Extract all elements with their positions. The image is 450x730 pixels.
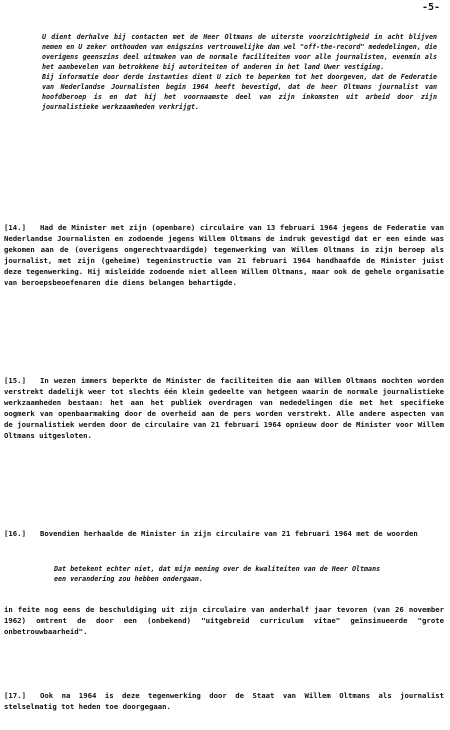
paragraph-number: [16.] <box>4 529 26 538</box>
paragraph-text: In wezen immers beperkte de Minister de faciliteiten die aan Willem Oltmans mochten worden verstrekt dadelijk weer tot slechts één klein gedeelte van hetgeen waarin de normale journalistieke werkzaamheden bestaan: het aan het publiek overdragen van mededelingen die met het specifieke oogmerk van openbaarmaking door de overheid aan de pers worden verstrekt. Alle andere aspecten van de journalistiek werden door de circulaire van 21 februari 1964 opnieuw door de Minister voor Willem Oltmans uitgesloten. <box>4 376 444 441</box>
paragraph-17 <box>4 690 444 712</box>
paragraph-number: [17.] <box>4 691 26 700</box>
paragraph-16 <box>4 528 444 539</box>
opening-quote <box>42 32 437 112</box>
page-number: -5- <box>421 2 440 13</box>
quote-paragraph-1: U dient derhalve bij contacten met de Heer Oltmans de uiterste voorzichtigheid in acht blijven nemen en U zeker onthouden van enigszins vertrouwelijke dan wel "off-the-record" mededelingen, die overigens geenszins deel uitmaken van de normale faciliteiten voor alle journalisten, evenmin als het aanbevelen van betrokkene bij autoriteiten of anderen in het land Uwer vestiging. <box>42 33 437 71</box>
paragraph-number: [14.] <box>4 223 26 232</box>
paragraph-number: [15.] <box>4 376 26 385</box>
paragraph-14 <box>4 222 444 289</box>
quote-paragraph-2: Bij informatie door derde instanties dient U zich te beperken tot het doorgeven, dat de Federatie van Nederlandse Journalisten begin 1964 heeft bevestigd, dat de heer Oltmans journalist van hoofdberoep is en dat hij het voornaamste deel van zijn inkomsten uit arbeid door zijn journalistieke werkzaamheden verkrijgt. <box>42 73 437 111</box>
paragraph-text: Had de Minister met zijn (openbare) circulaire van 13 februari 1964 jegens de Federatie van Nederlandse Journalisten en zodoende jegens Willem Oltmans de indruk gevestigd dat er een einde was gekomen aan de (overigens ongerechtvaardigde) tegenwerking van Willem Oltmans in zijn beroep als journalist, met zijn (geheime) tegeninstructie van 21 februari 1964 handhaafde de Minister juist deze tegenwerking. Hij misleidde zodoende niet alleen Willem Oltmans, maar ook de gehele organisatie van beroepsbeoefenaren die diens belangen behartigde. <box>4 223 444 288</box>
paragraph-15 <box>4 375 444 442</box>
paragraph-text: Bovendien herhaalde de Minister in zijn circulaire van 21 februari 1964 met de woorden <box>39 529 418 538</box>
paragraph-16-continuation: in feite nog eens de beschuldiging uit zijn circulaire van anderhalf jaar tevoren (van 26 november 1962) omtrent de door een (onbekend) "uitgebreid curriculum vitae" geïnsinueerde "grote onbetrouwbaarheid". <box>4 605 444 637</box>
paragraph-16-quote: Dat betekent echter niet, dat mijn mening over de kwaliteiten van de Heer Oltmans een verandering zou hebben ondergaan. <box>54 565 381 583</box>
paragraph-text: Ook na 1964 is deze tegenwerking door de Staat van Willem Oltmans als journalist stelselmatig tot heden toe doorgegaan. <box>4 691 444 712</box>
